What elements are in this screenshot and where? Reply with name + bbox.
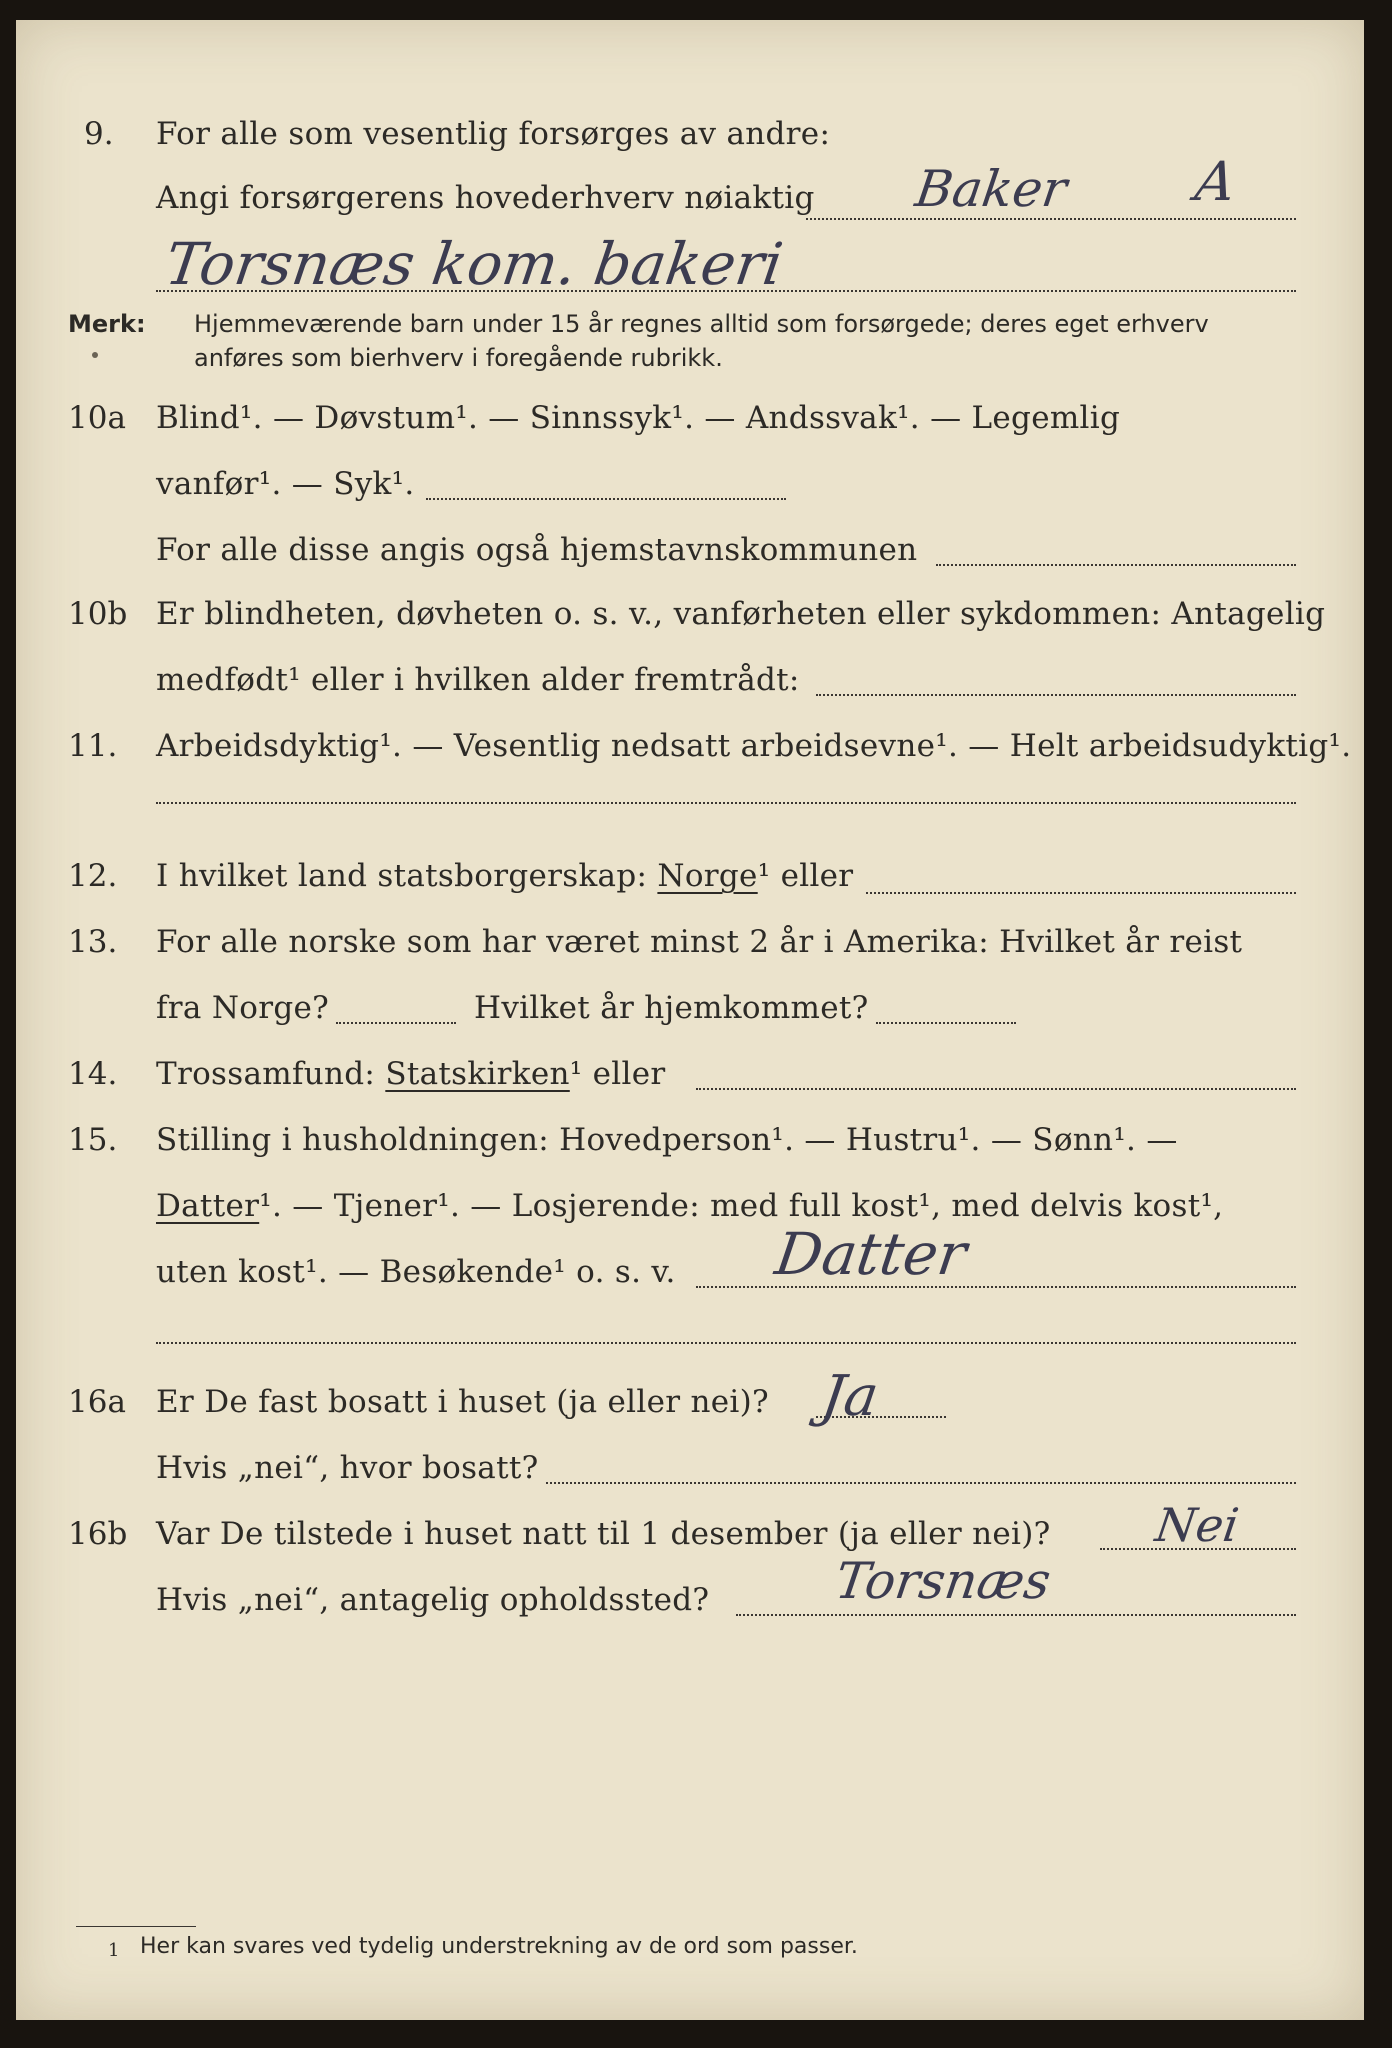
q15-underlined-datter: Datter xyxy=(156,1188,260,1224)
q16a-answer: Ja xyxy=(817,1364,883,1429)
q9-number: 9. xyxy=(84,116,114,152)
q11-answer-line xyxy=(156,802,1296,804)
q9-answer-mark: A xyxy=(1191,150,1240,213)
merk-line1: Hjemmeværende barn under 15 år regnes alltid som forsørgede; deres eget erhverv xyxy=(194,310,1209,338)
q9-answer-line-2 xyxy=(156,290,1296,292)
q14-number: 14. xyxy=(68,1056,118,1092)
q16a-where-line xyxy=(546,1482,1296,1484)
q11-number: 11. xyxy=(68,728,118,764)
q12-underlined-norge: Norge xyxy=(657,858,758,894)
q16b-location-answer: Torsnæs xyxy=(831,1552,1055,1610)
q15-line3: uten kost¹. — Besøkende¹ o. s. v. xyxy=(156,1254,676,1290)
stray-dot-mark xyxy=(92,352,98,358)
q14-question: Trossamfund: xyxy=(156,1056,376,1092)
footnote-rule xyxy=(76,1926,196,1927)
q9-answer-line xyxy=(806,218,1296,220)
q15-line2-rest: ¹. — Tjener¹. — Losjerende: med full kost¹, med delvis kost¹, xyxy=(259,1188,1224,1224)
q15-answer-line-2 xyxy=(156,1342,1296,1344)
q14-or: ¹ eller xyxy=(569,1056,666,1092)
q10b-line1: Er blindheten, døvheten o. s. v., vanførheten eller sykdommen: Antagelig xyxy=(156,596,1326,632)
q12-number: 12. xyxy=(68,858,118,894)
q15-line2 xyxy=(156,1188,1223,1224)
q10b-answer-line xyxy=(816,694,1296,696)
q10a-answer-line xyxy=(426,498,786,500)
q10a-line1: Blind¹. — Døvstum¹. — Sinnssyk¹. — Andssvak¹. — Legemlig xyxy=(156,400,1121,436)
q9-line1: For alle som vesentlig forsørges av andre: xyxy=(156,116,831,152)
q10b-line2: medfødt¹ eller i hvilken alder fremtrådt: xyxy=(156,662,800,698)
q16b-line1: Var De tilstede i huset natt til 1 desember (ja eller nei)? xyxy=(156,1516,1051,1552)
q10a-line2: vanfør¹. — Syk¹. xyxy=(156,466,415,502)
q12-question: I hvilket land statsborgerskap: xyxy=(156,858,648,894)
q9-line2: Angi forsørgerens hovederhverv nøiaktig xyxy=(156,180,815,216)
q14-line xyxy=(156,1056,666,1092)
q14-answer-line xyxy=(696,1088,1296,1090)
q13-emigrated-line xyxy=(336,1022,456,1024)
q16b-number: 16b xyxy=(68,1516,128,1552)
q13-returned-line xyxy=(876,1022,1016,1024)
q16b-location-line xyxy=(736,1614,1296,1616)
q9-answer-occupation: Baker xyxy=(911,160,1071,218)
q11-line1: Arbeidsdyktig¹. — Vesentlig nedsatt arbeidsevne¹. — Helt arbeidsudyktig¹. xyxy=(156,728,1352,764)
q12-answer-line xyxy=(866,892,1296,894)
q13-line1: For alle norske som har været minst 2 år i Amerika: Hvilket år reist xyxy=(156,924,1243,960)
q10a-number: 10a xyxy=(68,400,126,436)
footnote-text: Her kan svares ved tydelig understrekning av de ord som passer. xyxy=(140,1934,858,1959)
q14-underlined-statskirken: Statskirken xyxy=(385,1056,570,1092)
q16a-number: 16a xyxy=(68,1384,126,1420)
q12-line xyxy=(156,858,853,894)
q16b-answer: Nei xyxy=(1152,1498,1242,1552)
q15-number: 15. xyxy=(68,1122,118,1158)
merk-line2: anføres som bierhverv i foregående rubrikk. xyxy=(194,344,723,372)
q16a-line1: Er De fast bosatt i huset (ja eller nei)? xyxy=(156,1384,769,1420)
merk-label: Merk: xyxy=(68,310,146,338)
q13-number: 13. xyxy=(68,924,118,960)
q10b-number: 10b xyxy=(68,596,128,632)
q10a-hometown-line xyxy=(936,564,1296,566)
q13-line2b: Hvilket år hjemkommet? xyxy=(474,990,869,1026)
q15-line1: Stilling i husholdningen: Hovedperson¹. — Hustru¹. — Sønn¹. — xyxy=(156,1122,1178,1158)
q10a-line3: For alle disse angis også hjemstavnskommunen xyxy=(156,532,918,568)
footnote-mark: 1 xyxy=(108,1940,120,1961)
q12-or: ¹ eller xyxy=(757,858,854,894)
q13-line2a: fra Norge? xyxy=(156,990,330,1026)
q9-answer-workplace: Torsnæs kom. bakeri xyxy=(161,230,787,298)
q16a-line2: Hvis „nei“, hvor bosatt? xyxy=(156,1450,539,1486)
q16b-line2: Hvis „nei“, antagelig opholdssted? xyxy=(156,1582,710,1618)
q15-answer: Datter xyxy=(771,1220,971,1288)
census-form-page xyxy=(16,20,1364,2020)
